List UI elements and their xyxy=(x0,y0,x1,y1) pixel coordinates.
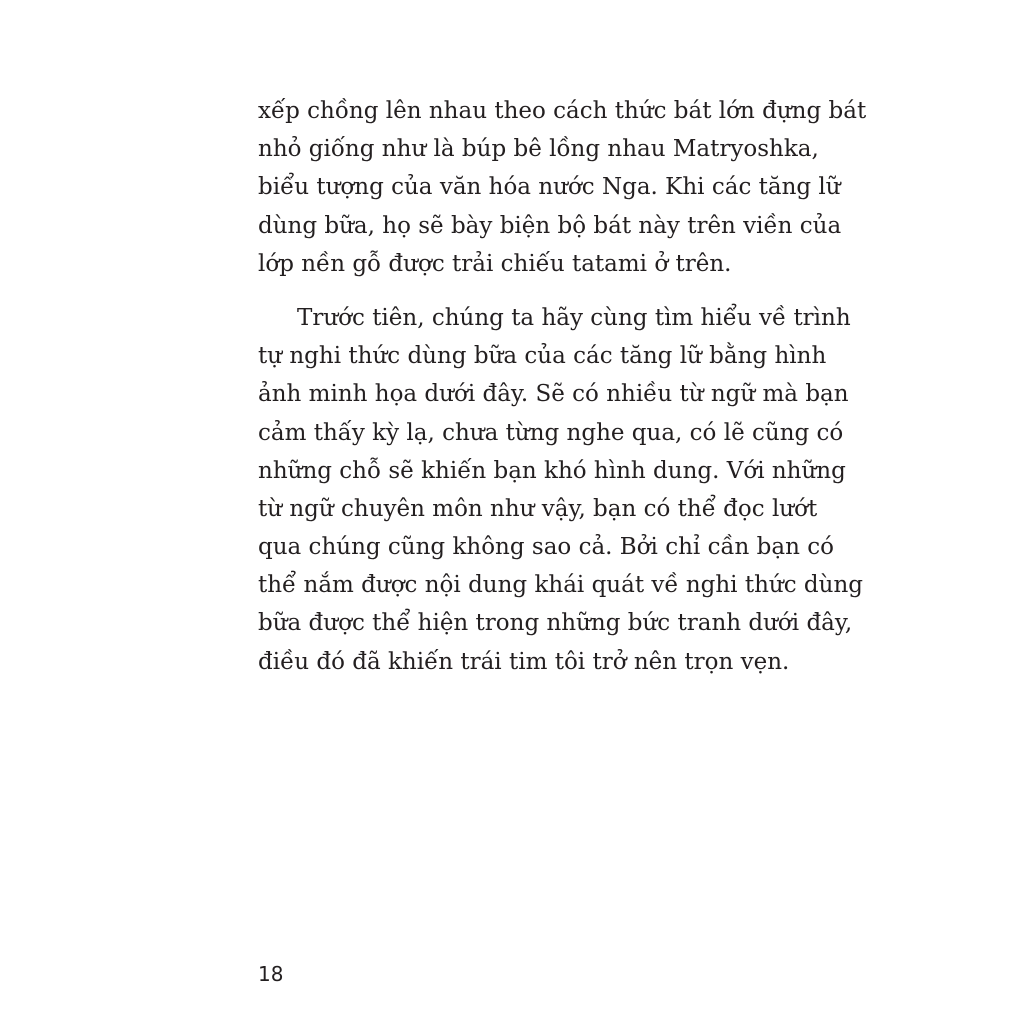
text-line: cảm thấy kỳ lạ, chưa từng nghe qua, có lẽ cũng có xyxy=(258,419,844,446)
body-text xyxy=(258,92,867,681)
text-line: Trước tiên, chúng ta hãy cùng tìm hiểu về trình xyxy=(297,304,851,331)
text-line: lớp nền gỗ được trải chiếu tatami ở trên. xyxy=(258,250,732,277)
text-line: dùng bữa, họ sẽ bày biện bộ bát này trên viền của xyxy=(258,212,842,239)
paragraph-1 xyxy=(258,92,867,283)
paragraph-2 xyxy=(258,299,863,681)
text-line: xếp chồng lên nhau theo cách thức bát lớn đựng bát xyxy=(258,98,867,124)
text-line: những chỗ sẽ khiến bạn khó hình dung. Với những xyxy=(258,457,846,484)
text-line: nhỏ giống như là búp bê lồng nhau Matryoshka, xyxy=(258,136,819,163)
text-line: thể nắm được nội dung khái quát về nghi thức dùng xyxy=(258,572,863,599)
text-line: biểu tượng của văn hóa nước Nga. Khi các tăng lữ xyxy=(258,174,841,201)
page-number: 18 xyxy=(258,962,284,986)
text-line: bữa được thể hiện trong những bức tranh dưới đây, xyxy=(258,610,853,637)
text-line: từ ngữ chuyên môn như vậy, bạn có thể đọc lướt xyxy=(258,495,818,522)
text-line: điều đó đã khiến trái tim tôi trở nên trọn vẹn. xyxy=(258,648,790,675)
text-line: qua chúng cũng không sao cả. Bởi chỉ cần bạn có xyxy=(258,534,834,561)
text-line: tự nghi thức dùng bữa của các tăng lữ bằng hình xyxy=(258,343,827,370)
text-line: ảnh minh họa dưới đây. Sẽ có nhiều từ ngữ mà bạn xyxy=(258,381,849,408)
